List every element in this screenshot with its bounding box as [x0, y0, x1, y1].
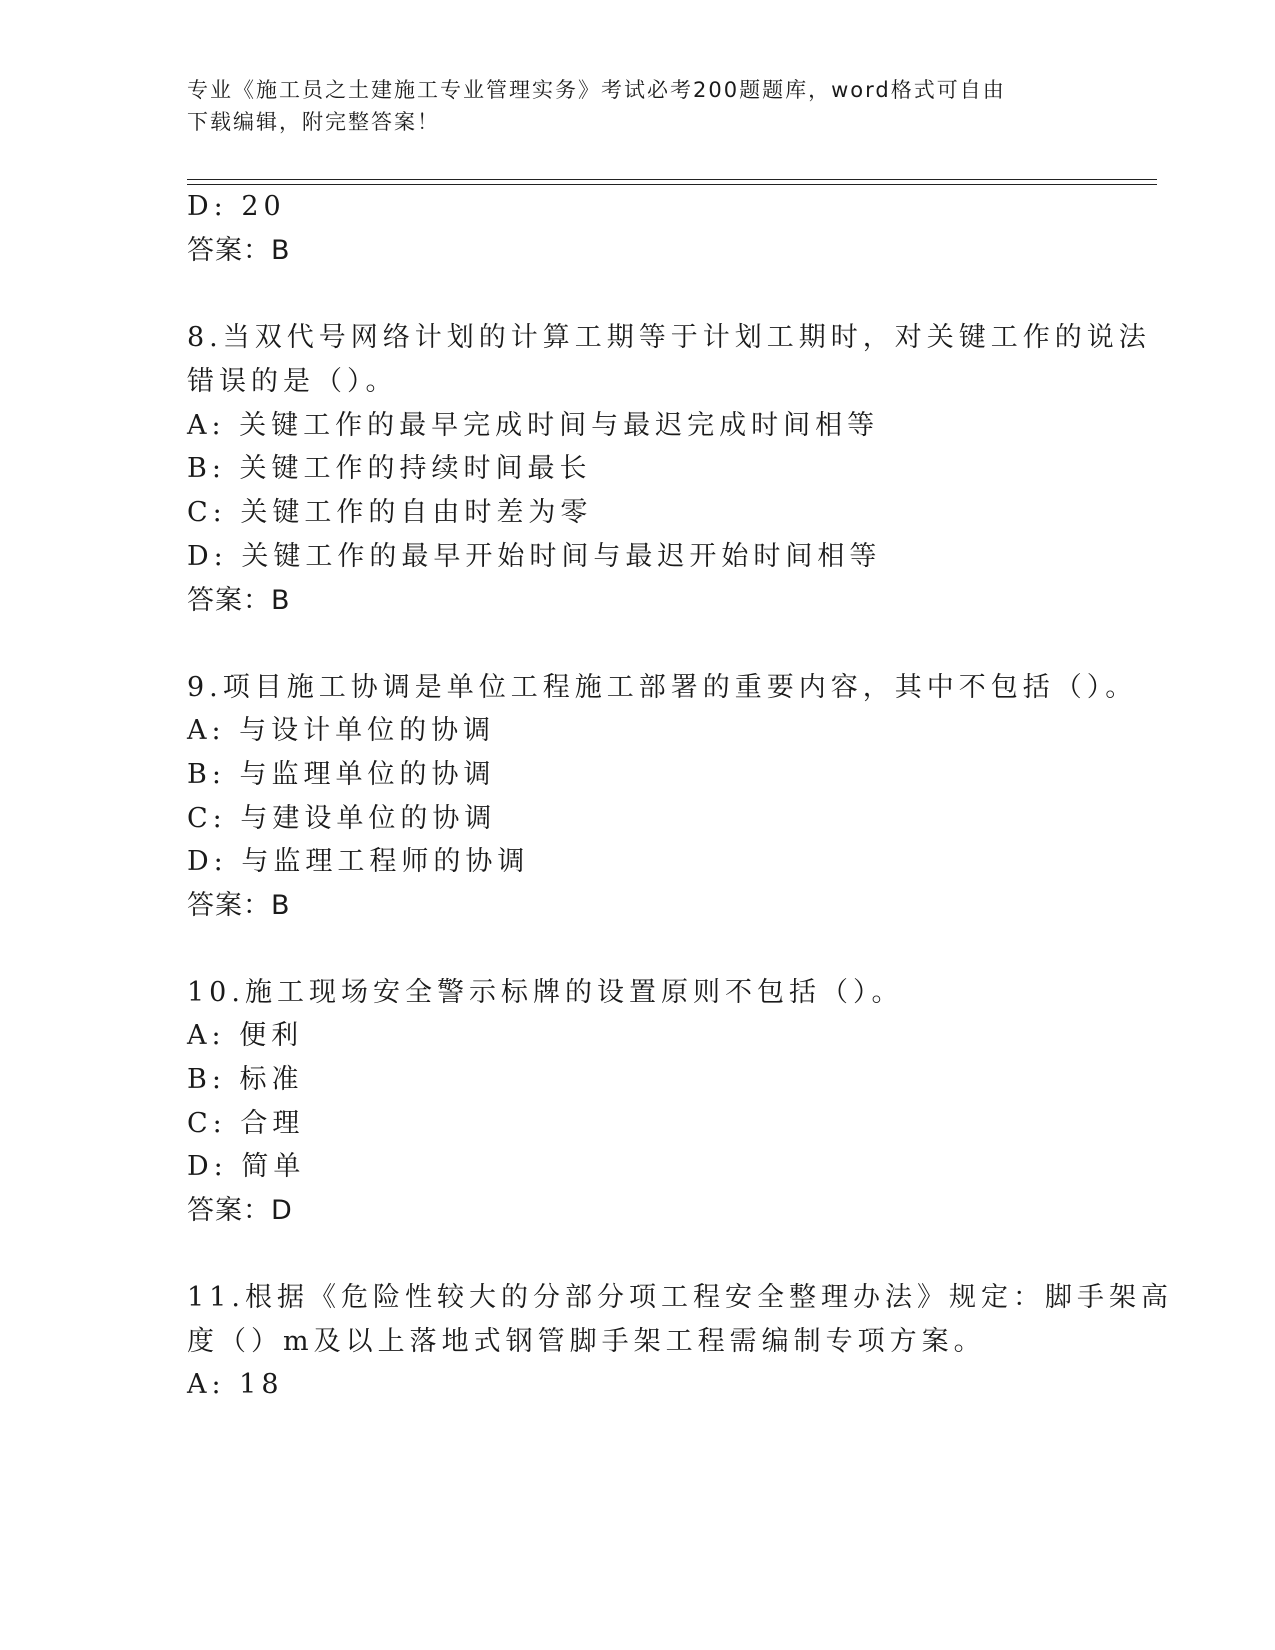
q9-option-b: B: 与监理单位的协调: [187, 759, 496, 790]
q8-question-line-1: 8.当双代号网络计划的计算工期等于计划工期时，对关键工作的说法: [187, 322, 1151, 353]
q7-answer: 答案：B: [187, 235, 291, 266]
q8-option-d: D: 关键工作的最早开始时间与最迟开始时间相等: [187, 541, 882, 572]
q10-question-line-1: 10.施工现场安全警示标牌的设置原则不包括（）。: [187, 977, 904, 1008]
header-line-1: 专业《施工员之土建施工专业管理实务》考试必考200题题库，word格式可自由: [187, 78, 1006, 102]
q10-option-b: B: 标准: [187, 1064, 304, 1095]
q8-answer: 答案：B: [187, 585, 291, 616]
header-rule-thick: [187, 179, 1157, 180]
q7-option-d: D: 20: [187, 191, 286, 222]
q8-option-c: C: 关键工作的自由时差为零: [187, 497, 593, 528]
header-line-2: 下载编辑，附完整答案！: [187, 110, 440, 134]
q9-question-line-1: 9.项目施工协调是单位工程施工部署的重要内容，其中不包括（）。: [187, 672, 1138, 703]
header-rule-thin: [187, 184, 1157, 185]
q9-answer: 答案：B: [187, 890, 291, 921]
q9-option-d: D: 与监理工程师的协调: [187, 846, 530, 877]
q10-option-d: D: 简单: [187, 1151, 306, 1182]
q8-option-b: B: 关键工作的持续时间最长: [187, 453, 592, 484]
q11-option-a: A: 18: [187, 1369, 284, 1400]
q9-option-a: A: 与设计单位的协调: [187, 715, 496, 746]
q11-question-line-1: 11.根据《危险性较大的分部分项工程安全整理办法》规定：脚手架高: [187, 1282, 1173, 1313]
q10-answer: 答案：D: [187, 1195, 293, 1226]
document-header: [187, 74, 1077, 138]
q11-question-line-2: 度（）m及以上落地式钢管脚手架工程需编制专项方案。: [187, 1326, 986, 1357]
q8-question-line-2: 错误的是（）。: [187, 366, 398, 397]
q10-option-c: C: 合理: [187, 1108, 305, 1139]
q10-option-a: A: 便利: [187, 1020, 304, 1051]
q9-option-c: C: 与建设单位的协调: [187, 803, 497, 834]
q8-option-a: A: 关键工作的最早完成时间与最迟完成时间相等: [187, 410, 880, 441]
